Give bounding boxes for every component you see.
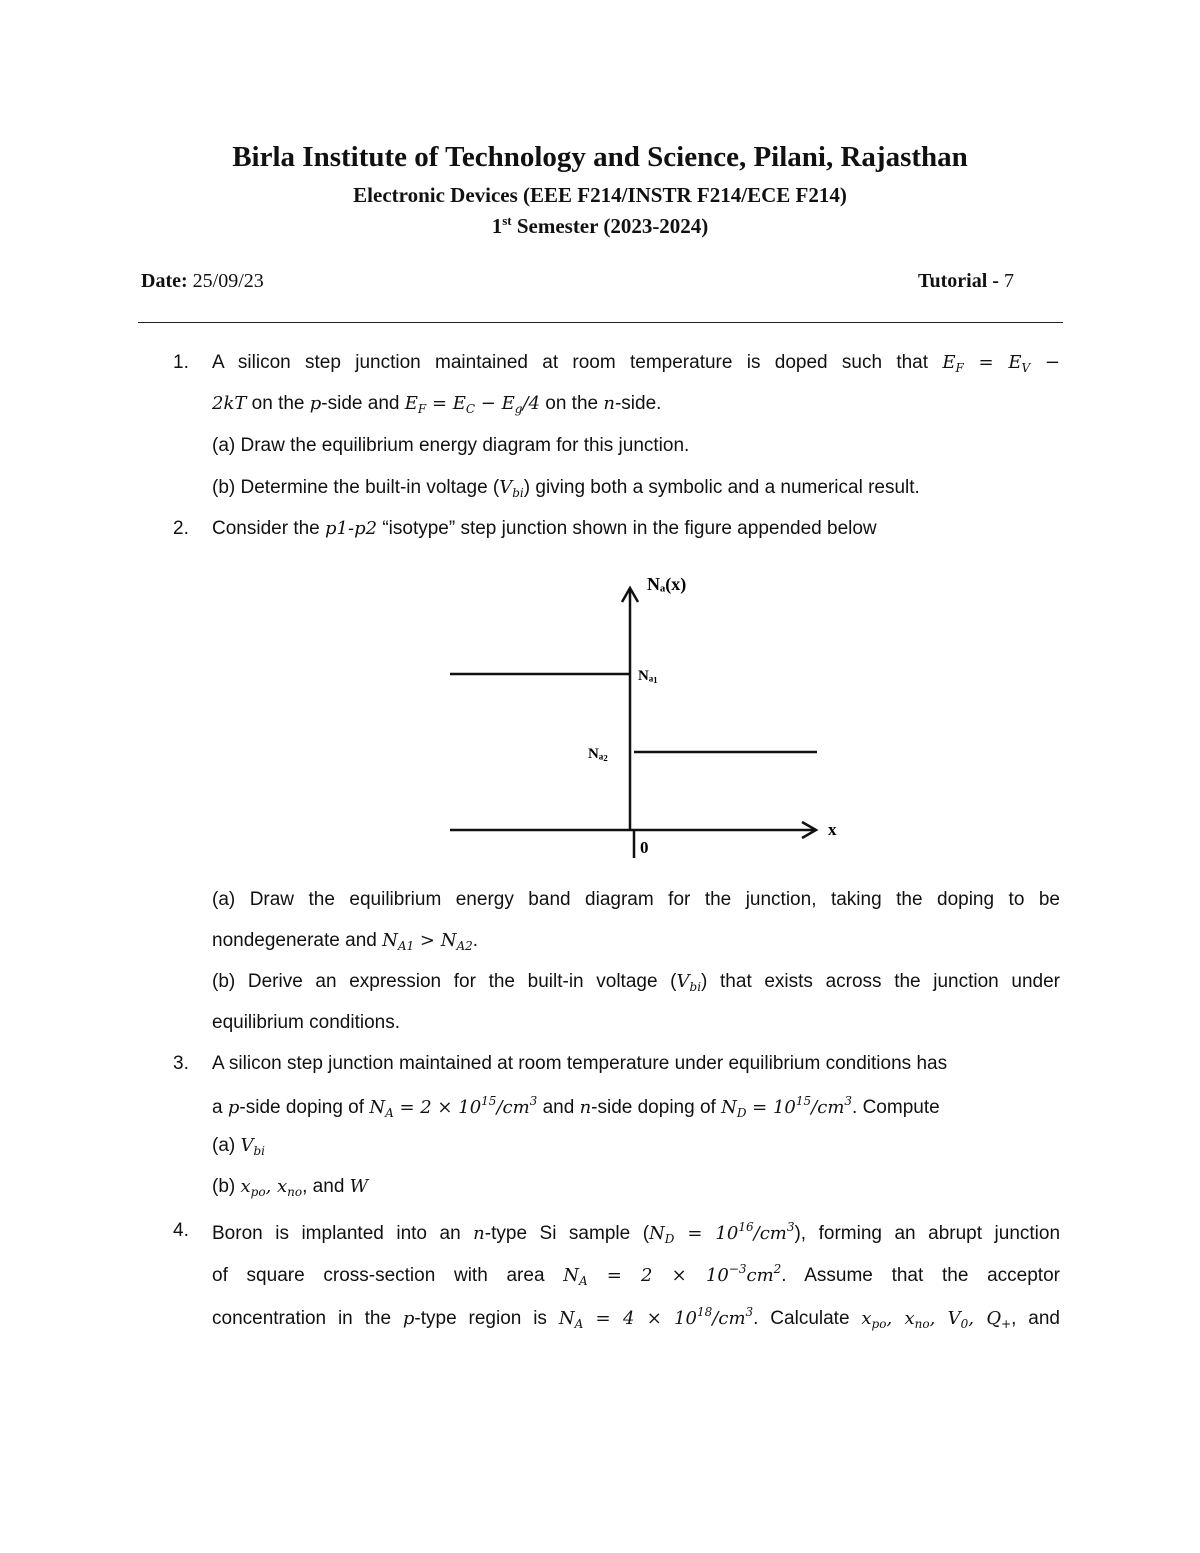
q2-part-a-line-2: nondegenerate and $N_{A1} > N_{A2}$.	[212, 930, 479, 953]
q2-part-b-line-2: equilibrium conditions.	[212, 1012, 400, 1033]
doping-profile-figure	[440, 568, 860, 868]
semester-title: 1st Semester (2023-2024)	[491, 213, 709, 238]
date-line: Date: 25/09/23	[141, 270, 264, 292]
q1-line-1: A silicon step junction maintained at room temperature is doped such that $E_F = E_V$ −	[212, 352, 1060, 375]
q3-line-2: a p-side doping of $N_A = 2 \times 10^{15}/cm^3$ and n-side doping of $N_D = 10^{15}/cm^3$. Compute	[212, 1094, 940, 1120]
header-divider	[138, 322, 1063, 323]
question-number: 2.	[173, 518, 189, 539]
na2-label: Nₐ₂	[588, 746, 608, 762]
institute-title: Birla Institute of Technology and Science, Pilani, Rajasthan	[232, 141, 968, 173]
q3-part-b: (b) $x_{po}$, $x_{no}$, and W	[212, 1176, 369, 1199]
x-axis-label: x	[828, 820, 837, 839]
y-axis-label: Nₐ(x)	[647, 574, 687, 594]
q2-part-a-line-1: (a) Draw the equilibrium energy band diagram for the junction, taking the doping to be	[212, 889, 1060, 910]
q2-line-1: Consider the p1-p2 “isotype” step junction shown in the figure appended below	[212, 518, 877, 539]
q2-part-b-line-1: (b) Derive an expression for the built-in voltage $(V_{bi})$ that exists across the junction under	[212, 971, 1060, 994]
q1-line-2: 2kT on the p-side and $E_F = E_C - E_g/4$ on the n-side.	[212, 393, 662, 416]
q1-part-b: (b) Determine the built-in voltage $(V_{bi})$ giving both a symbolic and a numerical result.	[212, 477, 920, 500]
q1-part-a: (a) Draw the equilibrium energy diagram for this junction.	[212, 435, 690, 456]
question-number: 4.	[173, 1220, 189, 1241]
q3-line-1: A silicon step junction maintained at room temperature under equilibrium conditions has	[212, 1053, 948, 1074]
q3-part-a: (a) $V_{bi}$	[212, 1135, 266, 1158]
question-number: 3.	[173, 1053, 189, 1074]
na1-label: Nₐ₁	[638, 668, 658, 684]
q4-line-2: of square cross-section with area $N_A = 2 \times 10^{-3}cm^2$. Assume that the acceptor	[212, 1262, 1060, 1288]
course-title: Electronic Devices (EEE F214/INSTR F214/ECE F214)	[353, 183, 847, 207]
tutorial-number: Tutorial - 7	[918, 270, 1014, 292]
question-number: 1.	[173, 352, 189, 373]
q4-line-3: concentration in the p-type region is $N_A = 4 \times 10^{18}/cm^3$. Calculate $x_{po}$, $x_{no}$, $V_0$, $Q_+$, and	[212, 1305, 1060, 1331]
q4-line-1: Boron is implanted into an n-type Si sample $(N_D = 10^{16}/cm^3)$, forming an abrupt junction	[212, 1220, 1061, 1246]
origin-label: 0	[640, 838, 649, 857]
